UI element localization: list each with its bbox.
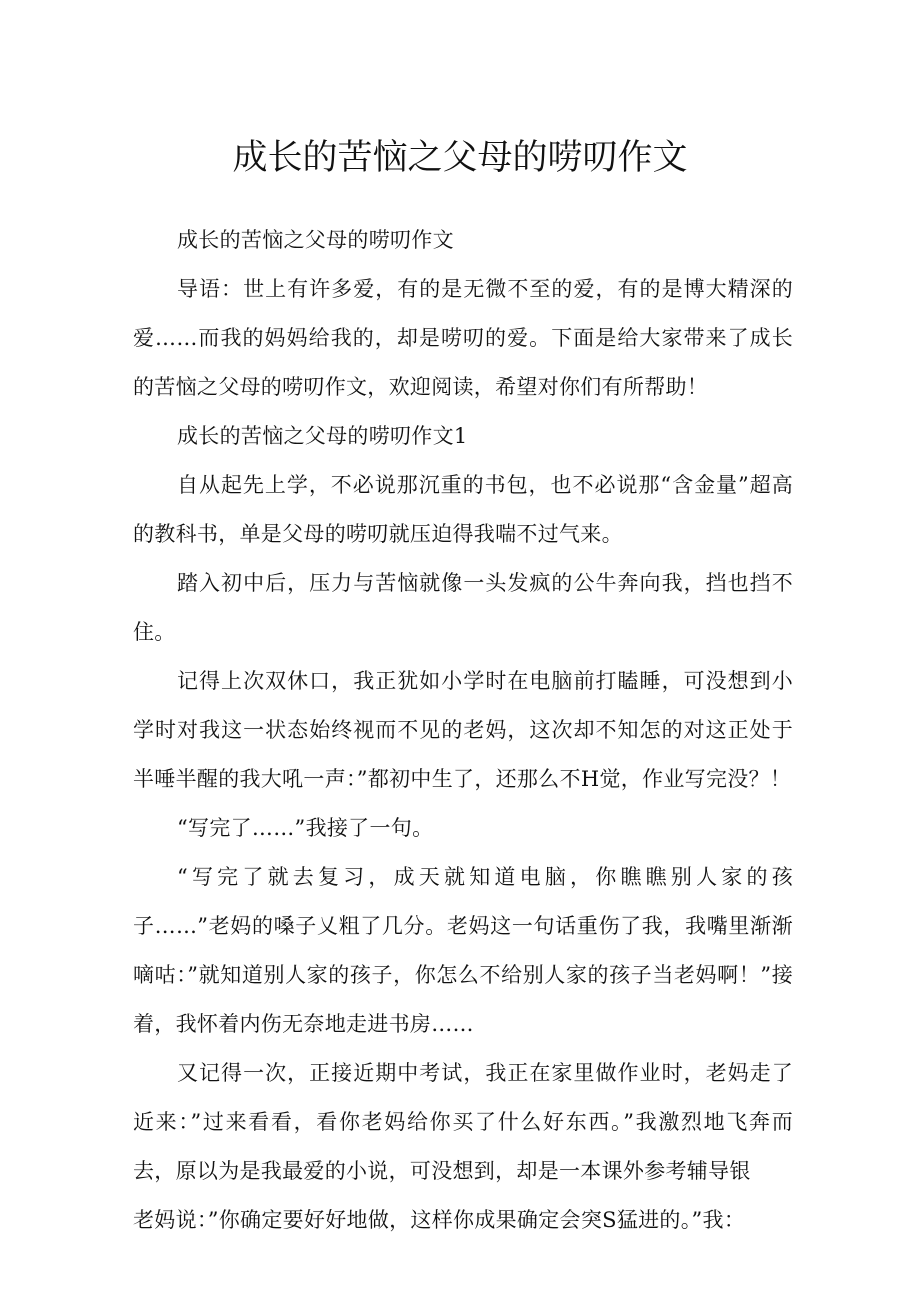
paragraph-mom-scold: “写完了就去复习，成天就知道电脑，你瞧瞧别人家的孩子……”老妈的嗓子乂粗了几分。老妈这一句话重伤了我，我嘴里渐渐嘀咕：”就知道别人家的孩子，你怎么不给别人家的孩子当老妈啊！”接着，我怀着内伤无奈地走进书房…… xyxy=(133,865,793,1036)
paragraph-subtitle: 成长的苦恼之父母的唠叨作文 xyxy=(177,228,454,252)
paragraph-reply: “写完了……”我接了一句。 xyxy=(177,816,434,840)
paragraph-weekend-memory: 记得上次双休口，我正犹如小学时在电脑前打瞌睡，可没想到小学时对我这一状态始终视而不见的老妈，这次却不知怎的对这正处于半唾半醒的我大吼一声：”都初中生了，还那么不H觉，作业写完没？！ xyxy=(133,669,793,791)
paragraph-middle-school: 踏入初中后，压力与苦恼就像一头发疯的公牛奔向我，挡也挡不住。 xyxy=(133,571,793,644)
paragraph-school-burden: 自从起先上学，不必说那沉重的书包，也不必说那“含金量”超高的教科书，单是父母的唠叨就压迫得我喘不过气来。 xyxy=(133,473,793,546)
paragraph-exam-memory: 又记得一次，正接近期中考试，我正在家里做作业时，老妈走了近来：”过来看看，看你老妈给你买了什么好东西。”我激烈地飞奔而去，原以为是我最爱的小说，可没想到，却是一本课外参考辅导银 xyxy=(133,1061,793,1183)
document-body xyxy=(133,216,793,1245)
paragraph-section-heading: 成长的苦恼之父母的唠叨作文1 xyxy=(177,424,468,448)
paragraph-intro: 导语：世上有许多爱，有的是无微不至的爱，有的是博大精深的爱……而我的妈妈给我的，却是唠叨的爱。下面是给大家带来了成长的苦恼之父母的唠叨作文，欢迎阅读，希望对你们有所帮助！ xyxy=(133,277,793,399)
paragraph-mom-advice: 老妈说：”你确定要好好地做，这样你成果确定会突S猛进的。”我： xyxy=(133,1208,746,1232)
document-title: 成长的苦恼之父母的唠叨作文 xyxy=(232,138,688,178)
